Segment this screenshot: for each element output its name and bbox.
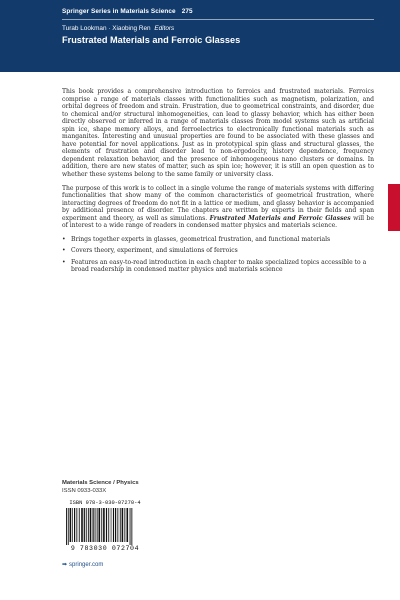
arrow-icon: ➡	[62, 562, 68, 568]
bullet-icon: •	[62, 247, 66, 255]
book-title: Frustrated Materials and Ferroic Glasses	[62, 35, 241, 45]
editors-label: Editors	[154, 25, 175, 32]
header-rule	[62, 19, 374, 20]
paragraph-2-emphasis: Frustrated Materials and Ferroic Glasses	[209, 214, 351, 222]
barcode-digits: 9 783030 072704	[70, 545, 140, 552]
subject-label: Materials Science / Physics	[62, 480, 139, 486]
bullet-icon: •	[62, 258, 66, 266]
feature-list	[62, 236, 374, 274]
blurb-paragraph-1: This book provides a comprehensive introduction to ferroics and frustrated materials. Ferroics comprise a range of materials classes with functionalities such as magnetism, polarization, and orbital degrees of freedom and strain. Frustration, due to geometrical constraints, and disorder, due to chemical and/or structural inhomogeneities, can lead to glassy behavior, which has either been directly observed or inferred in a range of materials classes from model systems such as artificial spin ice, shape memory alloys, and ferroelectrics to electronically functional materials such as manganites. Interesting and unusual properties are found to be associated with these glasses and have potential for novel applications. Just as in prototypical spin glass and structural glasses, the elements of frustration and disorder lead to non-ergodocity, history dependence, frequency dependent relaxation behavior, and the presence of inhomogeneous nano clusters or domains. In addition, there are new states of matter, such as spin ice; however, it is still an open question as to whether these systems belong to the same family or university class.	[62, 88, 374, 179]
editors-line	[62, 25, 174, 32]
editors-names: Turab Lookman · Xiaobing Ren	[62, 25, 151, 32]
series-number: 275	[181, 8, 193, 15]
series-line	[62, 8, 199, 15]
issn-label: ISSN 0933-033X	[62, 487, 107, 494]
blurb	[62, 88, 374, 278]
logo-text: springer.com	[69, 561, 104, 568]
list-item: • Brings together experts in glasses, geometrical frustration, and functional materials	[62, 235, 331, 243]
accent-tab	[388, 184, 400, 231]
list-item: • Covers theory, experiment, and simulations of ferroics	[62, 247, 238, 255]
subject-block	[62, 480, 139, 495]
series-name: Springer Series in Materials Science	[62, 8, 176, 15]
barcode-box	[62, 500, 148, 554]
list-item: • Features an easy-to-read introduction in each chapter to make specialized topics accessible to a broad readership in condensed matter physics and materials science	[62, 258, 367, 274]
blurb-paragraph-2	[62, 185, 374, 230]
header-band	[0, 0, 400, 72]
paragraph-2-before: The purpose of this work is to collect in a single volume the range of materials systems with differing functionalities that show many of the common characteristics of geometrical frustration, where interacting degrees of freedom do not fit in a lattice or medium, and glassy behavior is accompanied by additional presence of disorder. The chapters are written by experts in their fields and span experiment and theory, as well as simulations.	[62, 184, 374, 222]
bullet-icon: •	[62, 235, 66, 243]
barcode-icon	[62, 508, 148, 545]
isbn-label: ISBN 978-3-030-07270-4	[69, 500, 141, 506]
paragraph-2-after: will be of interest to a wide range of readers in condensed matter physics and materials science.	[62, 214, 374, 230]
springer-logo[interactable]	[62, 561, 103, 568]
